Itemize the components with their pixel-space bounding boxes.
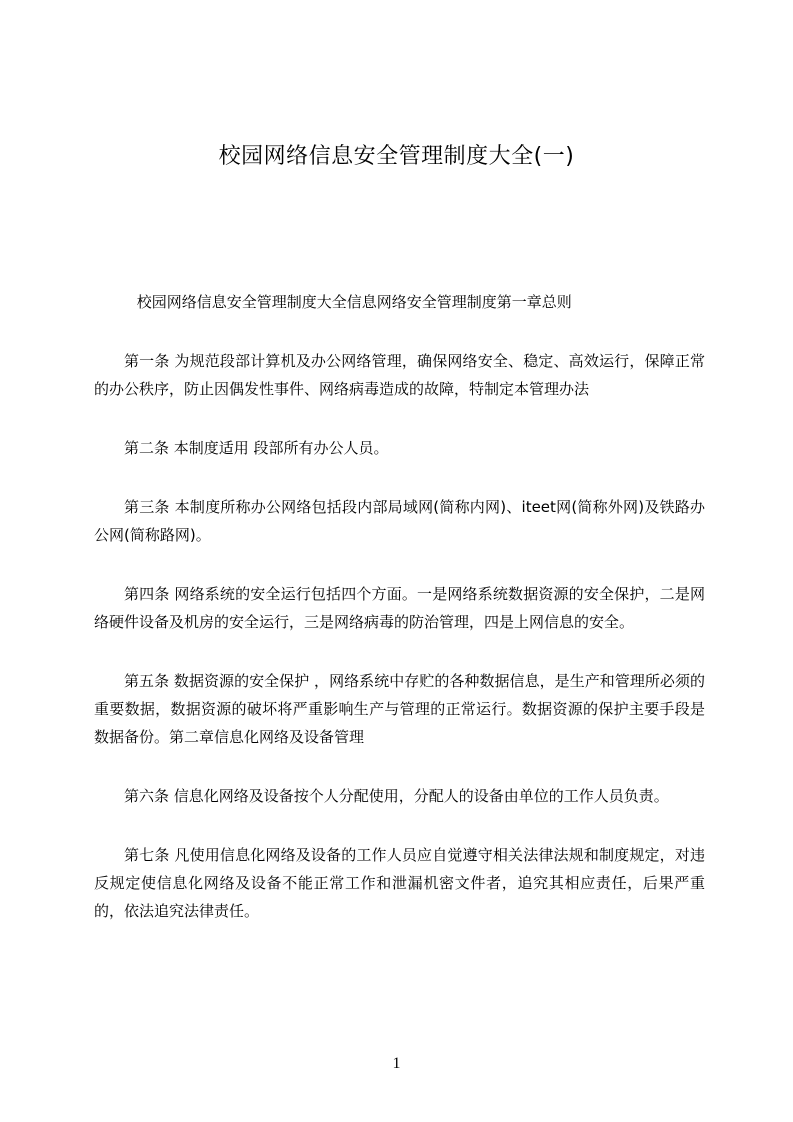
- paragraph-article-5: 第五条 数据资源的安全保护 ，网络系统中存贮的各种数据信息，是生产和管理所必须的重要数据，数据资源的破坏将严重影响生产与管理的正常运行。数据资源的保护主要手段是数据备份。第二章信息化网络及设备管理: [94, 672, 705, 746]
- paragraph-article-3: 第三条 本制度所称办公网络包括段内部局域网(简称内网)、iteet网(简称外网)及铁路办公网(简称路网)。: [94, 498, 705, 544]
- paragraph-article-7: 第七条 凡使用信息化网络及设备的工作人员应自觉遵守相关法律法规和制度规定，对违反规定使信息化网络及设备不能正常工作和泄漏机密文件者，追究其相应责任，后果严重的，依法追究法律责任。: [94, 846, 705, 920]
- document-body: [94, 288, 705, 956]
- paragraph-article-1: 第一条 为规范段部计算机及办公网络管理，确保网络安全、稳定、高效运行，保障正常的办公秩序，防止因偶发性事件、网络病毒造成的故障，特制定本管理办法: [94, 352, 705, 398]
- paragraph-article-6: 第六条 信息化网络及设备按个人分配使用，分配人的设备由单位的工作人员负责。: [124, 787, 669, 805]
- paragraph-chapter-heading: 校园网络信息安全管理制度大全信息网络安全管理制度第一章总则: [136, 293, 572, 311]
- document-title: 校园网络信息安全管理制度大全(一): [218, 144, 575, 169]
- page-number: 1: [392, 1055, 401, 1072]
- paragraph-article-2: 第二条 本制度适用 段部所有办公人员。: [124, 439, 389, 457]
- paragraph-article-4: 第四条 网络系统的安全运行包括四个方面。一是网络系统数据资源的安全保护，二是网络硬件设备及机房的安全运行，三是网络病毒的防治管理，四是上网信息的安全。: [94, 585, 705, 631]
